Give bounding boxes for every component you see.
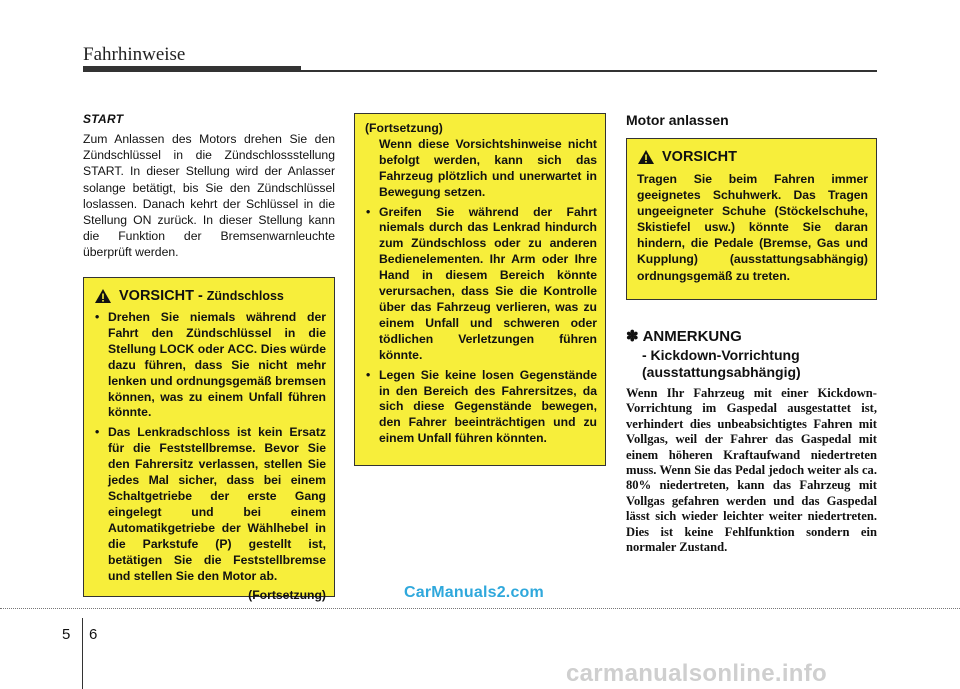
note-text: Wenn Ihr Fahrzeug mit einer Kickdown-Vorrichtung im Gaspedal ausgestattet ist, verhindert dies unbeabsichtigtes Fahren mit Vollgas, weil der Fahrer das Gaspedal mit einem höheren Kraftaufwand niedertreten muss. Wenn Sie das Pedal jedoch weiter als ca. 80% niedertreten, kann das Fahrzeug mit Vollgas gefahren werden und das Gaspedal lässt sich wieder leichter weiter niedertreten. Dies ist keine Fehlfunktion sondern ein normaler Zustand. [626, 386, 877, 555]
watermark-carmanualsonline: carmanualsonline.info [566, 660, 828, 687]
section-title-engine-start: Motor anlassen [626, 112, 729, 128]
page-number-divider [82, 618, 83, 689]
watermark-carmanuals2[interactable]: CarManuals2.com [404, 584, 544, 601]
warning-heading [94, 288, 326, 304]
warning-subtitle: Zündschloss [206, 289, 284, 303]
warning-triangle-icon [637, 149, 655, 165]
header-rule-thin [301, 70, 877, 72]
warning-list [94, 310, 326, 584]
continued-label: (Fortsetzung) [248, 588, 326, 603]
continued-label: (Fortsetzung) [365, 121, 443, 135]
section-label-start: START [83, 112, 124, 126]
start-paragraph: Zum Anlassen des Motors drehen Sie den Zündschlüssel in die Zündschlossstellung START. In dieser Stellung wird der Anlasser solange betätigt, bis Sie den Zündschlüssel loslassen. Danach kehrt der Schlüssel in die Stellung ON zurück. In dieser Stellung kann die Funktion der Bremsenwarnleuchte überprüft werden. [83, 132, 335, 260]
list-item: • Greifen Sie während der Fahrt niemals durch das Lenkrad hindurch zum Zündschloss oder zu anderen Bedienelementen. Ihr Arm oder Ihre Hand in diesem Bereich könnte verursachen, dass Sie die Kontrolle über das Fahrzeug verlieren, was zu einem Unfall und schweren oder tödlichen Verletzungen führen könnte. [365, 205, 597, 364]
warning-box-footwear [626, 138, 877, 300]
list-item: • Das Lenkradschloss ist kein Ersatz für die Feststellbremse. Bevor Sie den Fahrersitz verlassen, stellen Sie jedes Mal sicher, dass bei einem Schaltgetriebe der erste Gang eingelegt und bei einem Automatikgetriebe der Wählhebel in die Parkstufe (P) gestellt ist, betätigen Sie die Feststellbremse und stellen Sie den Motor ab. [94, 425, 326, 584]
note-subtitle: - Kickdown-Vorrichtung (ausstattungsabhängig) [642, 347, 801, 380]
list-item: • Drehen Sie niemals während der Fahrt den Zündschlüssel in die Stellung LOCK oder ACC. Dies würde dazu führen, dass Sie nicht mehr lenken und ordnungsgemäß bremsen können, was zu einem Unfall führen könnte. [94, 310, 326, 421]
note-heading [626, 327, 877, 345]
warning-title: VORSICHT - [119, 288, 203, 304]
page-number: 6 [89, 626, 98, 643]
note-star-icon: ✽ [626, 328, 639, 345]
start-section [83, 112, 335, 261]
warning-box-ignition [83, 277, 335, 603]
warning-triangle-icon [94, 288, 112, 304]
page-header-title: Fahrhinweise [83, 44, 186, 65]
continued-text: Wenn diese Vorsichtshinweise nicht befolgt werden, kann sich das Fahrzeug plötzlich und unerwartet in Bewegung setzen. [379, 136, 597, 199]
warning-text: Tragen Sie beim Fahren immer geeignetes Schuhwerk. Das Tragen ungeeigneter Schuhe (Stöckelschuhe, Skistiefel usw.) könnte Sie daran hindern, die Pedale (Bremse, Gas und Kupplung) (ausstattungsabhängig) ordnungsgemäß zu treten. [637, 172, 868, 283]
warning-list [365, 205, 597, 448]
header-rule-thick [83, 66, 301, 72]
note-kickdown [626, 327, 877, 555]
chapter-number: 5 [62, 626, 71, 643]
footer-dotted-rule [0, 608, 960, 609]
list-item: • Legen Sie keine losen Gegenstände in den Bereich des Fahrersitzes, da sich diese Gegenstände bewegen, den Fahrer beeinträchtigen und zu einem Unfall führen könnten. [365, 368, 597, 448]
warning-title: VORSICHT [662, 149, 737, 165]
note-title: ANMERKUNG [642, 327, 742, 345]
warning-heading [637, 149, 868, 165]
warning-box-continued [354, 113, 606, 466]
